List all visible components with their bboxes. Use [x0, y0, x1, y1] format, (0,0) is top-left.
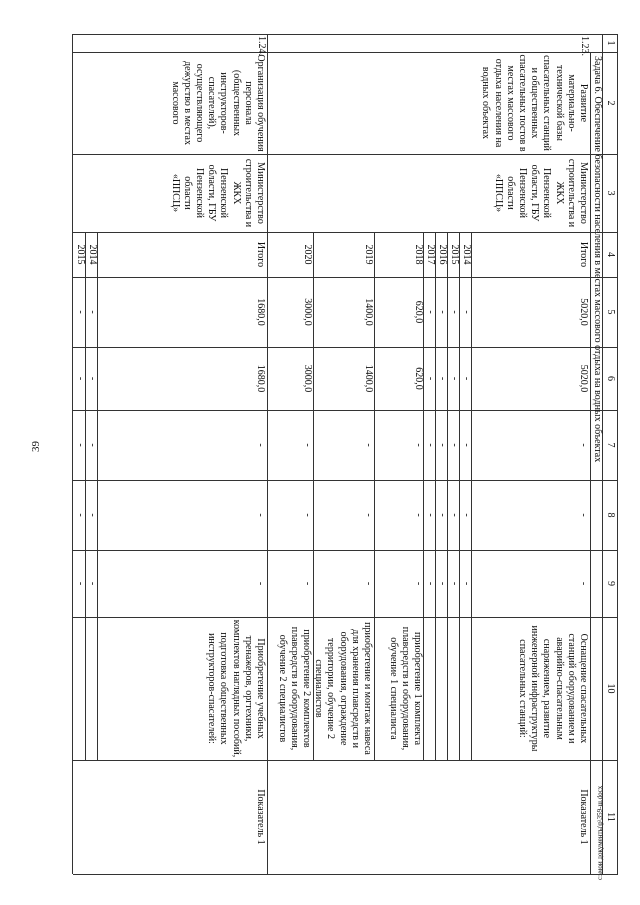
header-col-10: 10 — [605, 683, 616, 694]
header-col-3: 3 — [605, 190, 616, 196]
r124-c8-2014: - — [87, 513, 98, 517]
footer-file-path: c:\мои документы\p\359-ш.docx — [596, 785, 604, 880]
r124-c8-2015: - — [75, 513, 86, 517]
r123-c7-2020: - — [302, 443, 313, 447]
r123-c5-2016: - — [437, 310, 448, 314]
page-number: 39 — [30, 441, 42, 452]
r124-c5-2015: - — [75, 310, 86, 314]
r123-c5-2018: 620,0 — [413, 300, 424, 324]
r123-c8-total: - — [578, 513, 589, 517]
r123-c10-2019: приобретение и монтаж навеса для хранения плавсредств и оборудования, ограждение территории, обучение 2 специалистов — [313, 622, 373, 755]
header-col-4: 4 — [605, 252, 616, 257]
row-1-23-executor: Министерство строительства и ЖКХ Пензенской области, ГБУ Пензенской области «ППСЦ» — [492, 158, 589, 228]
r123-c8-2020: - — [302, 513, 313, 517]
r124-c5-2014: - — [87, 310, 98, 314]
r123-indicator: Показатель 1 — [578, 789, 589, 845]
r124-c7-2015: - — [75, 443, 86, 447]
r123-c9-total: - — [578, 581, 589, 586]
r123-c6-2020: 3000,0 — [302, 364, 313, 393]
r124-c9-2015: - — [75, 581, 86, 586]
r123-c6-2018: 620,0 — [413, 367, 424, 390]
row-1-24-year-2014: 2014 — [87, 244, 98, 265]
header-col-8: 8 — [605, 512, 616, 518]
r123-c5-2019: 1400,0 — [363, 298, 374, 326]
row-1-23-number: 1.23. — [579, 36, 590, 56]
r123-c10-2018: приобретение 1 комплекта плавсредств и оборудования, обучение 1 специалиста — [387, 626, 423, 751]
r123-c9-2017: - — [425, 581, 436, 586]
row-1-23-year-2020: 2020 — [302, 244, 313, 265]
row-1-23-name: Развитие материально-технической базы спасательных станций и общественных спасательных постов в местах массового отдыха населения на водных объектах — [480, 54, 589, 152]
row-1-23-year-2016: 2016 — [437, 244, 448, 265]
header-col-5: 5 — [605, 309, 616, 315]
r123-c7-2016: - — [437, 443, 448, 447]
task-title: Задача 6. Обеспечение безопасности населения в местах массового отдыха на водных объектах — [592, 56, 603, 463]
r123-c5-2017: - — [425, 310, 436, 314]
row-1-23-year-2019: 2019 — [363, 244, 374, 265]
r123-c7-2017: - — [425, 443, 436, 447]
header-col-9: 9 — [605, 581, 616, 586]
r123-c9-2018: - — [413, 581, 424, 586]
r123-c7-2015: - — [449, 443, 460, 447]
r123-c8-2019: - — [363, 513, 374, 517]
r123-c7-total: - — [578, 443, 589, 447]
r124-c7-total: - — [255, 443, 266, 447]
r123-c7-2019: - — [363, 443, 374, 447]
row-1-24-year-total: Итого — [255, 241, 266, 268]
r124-c8-total: - — [255, 513, 266, 517]
r124-indicator: Показатель 1 — [255, 789, 266, 845]
r124-c9-2014: - — [87, 581, 98, 586]
r124-c6-2014: - — [87, 376, 98, 381]
r124-c5-total: 1680,0 — [255, 298, 266, 326]
r123-c5-2015: - — [449, 310, 460, 314]
r123-c6-2016: - — [437, 376, 448, 381]
r124-c6-2015: - — [75, 376, 86, 381]
r123-c10-2020: приобретение 2 комплектов плавсредств и оборудования, обучение 2 специалистов — [276, 626, 312, 751]
header-col-7: 7 — [605, 442, 616, 448]
row-1-23-year-2015: 2015 — [449, 244, 460, 265]
r123-c6-total: 5020,0 — [578, 364, 589, 393]
r123-c8-2016: - — [437, 513, 448, 517]
r123-c6-2017: - — [425, 376, 436, 381]
r123-c9-2016: - — [437, 581, 448, 586]
r123-c8-2017: - — [425, 513, 436, 517]
r124-c10-total: Приобретение учебных тренажеров, оргтехники, комплектов наглядных пособий, подготовка общественных инструкторов-спасателей: — [206, 619, 266, 758]
header-col-2: 2 — [605, 100, 616, 106]
r123-c9-2020: - — [302, 581, 313, 586]
r123-c8-2015: - — [449, 513, 460, 517]
program-table — [73, 34, 618, 874]
row-1-24-name: Организация обучения персонала (общественных инструкторов-спасателей), осуществляющего дежурство в местах массового — [169, 54, 266, 152]
r123-c5-total: 5020,0 — [578, 298, 589, 326]
r123-c9-2014: - — [461, 581, 472, 586]
r123-c5-2020: 3000,0 — [302, 298, 313, 326]
header-col-11: 11 — [605, 812, 616, 822]
header-col-1: 1 — [605, 40, 616, 46]
r123-c7-2018: - — [413, 443, 424, 447]
row-1-23-year-2017: 2017 — [425, 244, 436, 265]
r124-c6-total: 1680,0 — [255, 364, 266, 393]
row-1-23-year-total: Итого — [578, 241, 589, 268]
r123-c8-2018: - — [413, 513, 424, 517]
r123-c8-2014: - — [461, 513, 472, 517]
r124-c9-total: - — [255, 581, 266, 586]
rotated-page — [73, 34, 618, 874]
row-1-23-year-2018: 2018 — [413, 244, 424, 265]
row-1-23-year-2014: 2014 — [461, 244, 472, 265]
header-col-6: 6 — [605, 376, 616, 381]
r123-c9-2019: - — [363, 581, 374, 586]
row-1-24-year-2015: 2015 — [75, 244, 86, 265]
r123-c5-2014: - — [461, 310, 472, 314]
r123-c6-2019: 1400,0 — [363, 364, 374, 393]
r124-c7-2014: - — [87, 443, 98, 447]
r123-c6-2014: - — [461, 376, 472, 381]
row-1-24-executor: Министерство строительства и ЖКХ Пензенской области, ГБУ Пензенской области «ППСЦ» — [169, 158, 266, 228]
row-1-24-number: 1.24. — [256, 36, 267, 56]
r123-c6-2015: - — [449, 376, 460, 381]
r123-c10-total: Оснащение спасательных станций оборудованием и аварийно-спасательным снаряжением, развитие инженерной инфраструктуры спасательных станций: — [516, 625, 589, 752]
r123-c7-2014: - — [461, 443, 472, 447]
r123-c9-2015: - — [449, 581, 460, 586]
